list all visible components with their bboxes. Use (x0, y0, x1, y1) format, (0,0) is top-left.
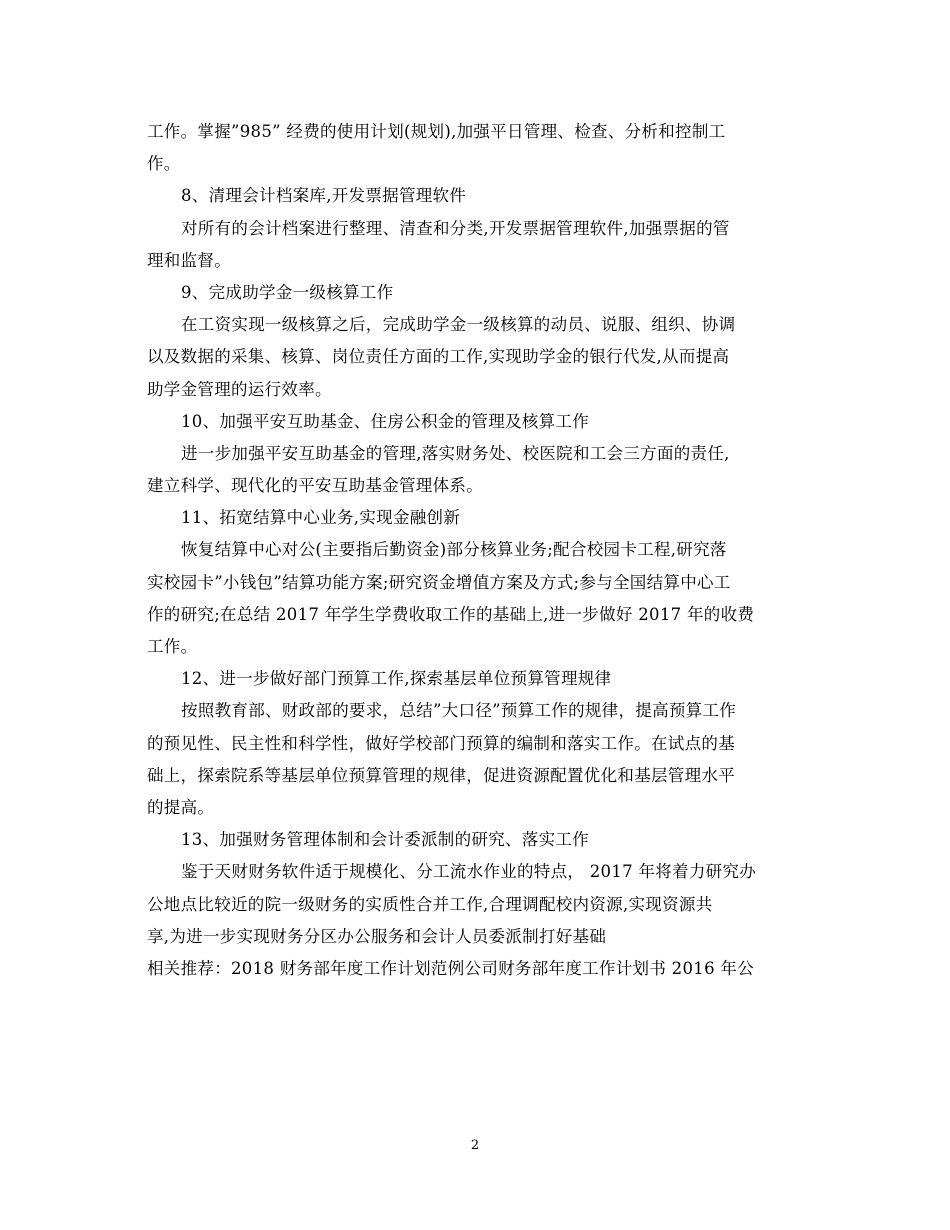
text-line: 工作。 (147, 637, 198, 656)
text-line: 享,为进一步实现财务分区办公服务和会计人员委派制打好基础 (147, 926, 607, 946)
section-heading: 11、拓宽结算中心业务,实现金融创新 (181, 508, 461, 528)
text-line: 的预见性、民主性和科学性，做好学校部门预算的编制和落实工作。在试点的基 (147, 733, 735, 753)
text-line: 础上，探索院系等基层单位预算管理的规律，促进资源配置优化和基层管理水平 (147, 765, 735, 785)
text-line: 在工资实现一级核算之后，完成助学金一级核算的动员、说服、组织、协调 (181, 315, 736, 335)
text-line: 公地点比较近的院一级财务的实质性合并工作,合理调配校内资源,实现资源共 (147, 894, 713, 914)
section-heading: 13、加强财务管理体制和会计委派制的研究、落实工作 (181, 830, 589, 850)
text-line: 进一步加强平安互助基金的管理,落实财务处、校医院和工会三方面的责任, (181, 443, 730, 463)
text-line: 以及数据的采集、核算、岗位责任方面的工作,实现助学金的银行代发,从而提高 (147, 347, 730, 367)
text-line: 按照教育部、财政部的要求，总结”大口径”预算工作的规律，提高预算工作 (181, 701, 737, 721)
section-heading: 8、清理会计档案库,开发票据管理软件 (181, 186, 467, 206)
document-body (147, 116, 807, 985)
page-number: 2 (470, 1138, 480, 1153)
section-heading: 12、进一步做好部门预算工作,探索基层单位预算管理规律 (181, 669, 612, 689)
related-recommendation: 相关推荐：2018 财务部年度工作计划范例公司财务部年度工作计划书 2016 年公 (147, 958, 755, 978)
text-line: 理和监督。 (147, 250, 231, 270)
text-line: 建立科学、现代化的平安互助基金管理体系。 (147, 476, 483, 496)
text-line: 恢复结算中心对公(主要指后勤资金)部分核算业务;配合校园卡工程,研究落 (181, 540, 727, 560)
text-line: 实校园卡”小钱包”结算功能方案;研究资金增值方案及方式;参与全国结算中心工 (147, 572, 731, 592)
text-line: 作的研究;在总结 2017 年学生学费收取工作的基础上,进一步做好 2017 年的收费 (147, 604, 755, 624)
section-heading: 10、加强平安互助基金、住房公积金的管理及核算工作 (181, 411, 589, 431)
text-line: 的提高。 (147, 797, 215, 817)
text-line: 作。 (147, 154, 181, 174)
section-heading: 9、完成助学金一级核算工作 (181, 282, 394, 302)
text-line: 对所有的会计档案进行整理、清查和分类,开发票据管理软件,加强票据的管 (181, 218, 730, 238)
text-line: 鉴于天财财务软件适于规模化、分工流水作业的特点， 2017 年将着力研究办 (181, 862, 757, 882)
text-line: 助学金管理的运行效率。 (147, 379, 332, 399)
text-line: 工作。掌握”985” 经费的使用计划(规划),加强平日管理、检查、分析和控制工 (147, 122, 726, 141)
